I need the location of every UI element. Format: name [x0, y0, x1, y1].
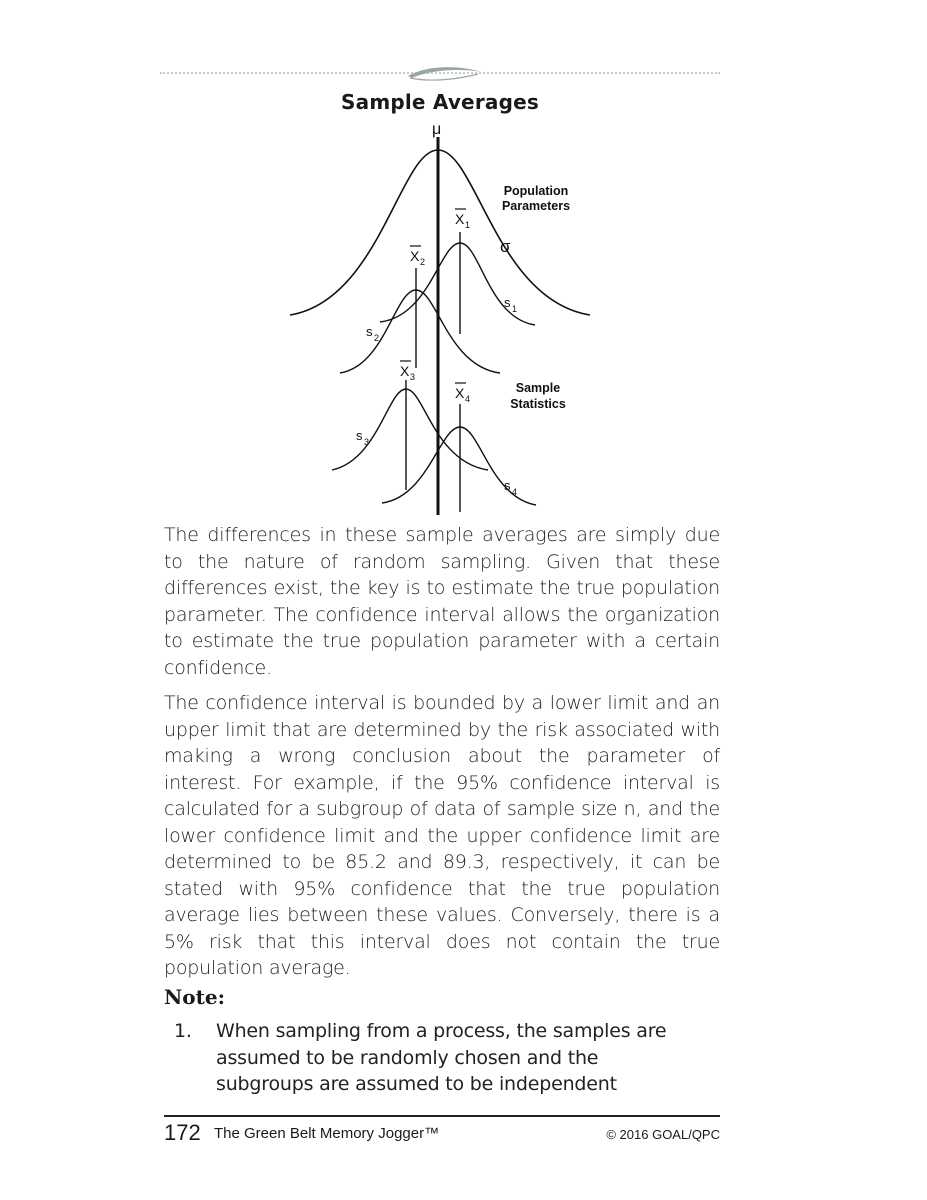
xbar-4-label: X — [455, 385, 465, 401]
population-curve — [290, 150, 590, 315]
s-4-subscript: 4 — [512, 487, 518, 497]
s-1-subscript: 1 — [512, 304, 518, 314]
xbar-4-subscript: 4 — [465, 394, 471, 404]
xbar-3-label: X — [400, 363, 410, 379]
s-1-label: s — [504, 295, 511, 310]
mu-label: μ — [432, 121, 442, 138]
xbar-1-subscript: 1 — [465, 220, 471, 230]
body-paragraph-1: The differences in these sample averages are simply due to the nature of random sampling. Given that these differences exist, the key is to estimate the true population parameter. The confidence interval allows the organization to estimate the true population parameter with a certain confidence. — [164, 524, 720, 679]
sample-averages-diagram — [0, 0, 927, 520]
note-item-text: When sampling from a process, the samples are assumed to be randomly chosen and the subgroups are assumed to be independent — [216, 1020, 667, 1095]
s-4-label: s — [504, 478, 511, 493]
note-heading: Note: — [164, 985, 225, 1009]
figure-title: Sample Averages — [341, 90, 539, 114]
xbar-2-label: X — [410, 248, 420, 264]
population-label-line-2: Parameters — [501, 199, 571, 213]
population-label-line-1: Population — [503, 184, 569, 198]
xbar-3-subscript: 3 — [410, 372, 416, 382]
page-number: 172 — [164, 1120, 201, 1145]
sample-label-line-1: Sample — [515, 381, 561, 395]
book-title: The Green Belt Memory Jogger™ — [214, 1125, 440, 1142]
body-paragraph-2: The confidence interval is bounded by a lower limit and an upper limit that are determined by the risk associated with making a wrong conclusion about the parameter of interest. For example, if the 95% confidence interval is calculated for a subgroup of data of sample size n, and the lower confidence limit and the upper confidence limit are determined to be 85.2 and 89.3, respectively, it can be stated with 95% confidence that the true population average lies between these values. Conversely, there is a 5% risk that this interval does not contain the true population average. — [164, 692, 720, 979]
s-2-subscript: 2 — [374, 333, 380, 343]
sample-2-curve — [340, 290, 500, 373]
sigma-label: σ — [500, 237, 511, 256]
copyright: © 2016 GOAL/QPC — [606, 1127, 720, 1142]
s-3-label: s — [356, 428, 363, 443]
s-2-label: s — [366, 324, 373, 339]
xbar-1-label: X — [455, 211, 465, 227]
note-item-number: 1. — [174, 1020, 192, 1042]
s-3-subscript: 3 — [364, 437, 370, 447]
sample-label-line-2: Statistics — [510, 397, 566, 411]
xbar-2-subscript: 2 — [420, 257, 426, 267]
footer-rule — [164, 1115, 720, 1117]
